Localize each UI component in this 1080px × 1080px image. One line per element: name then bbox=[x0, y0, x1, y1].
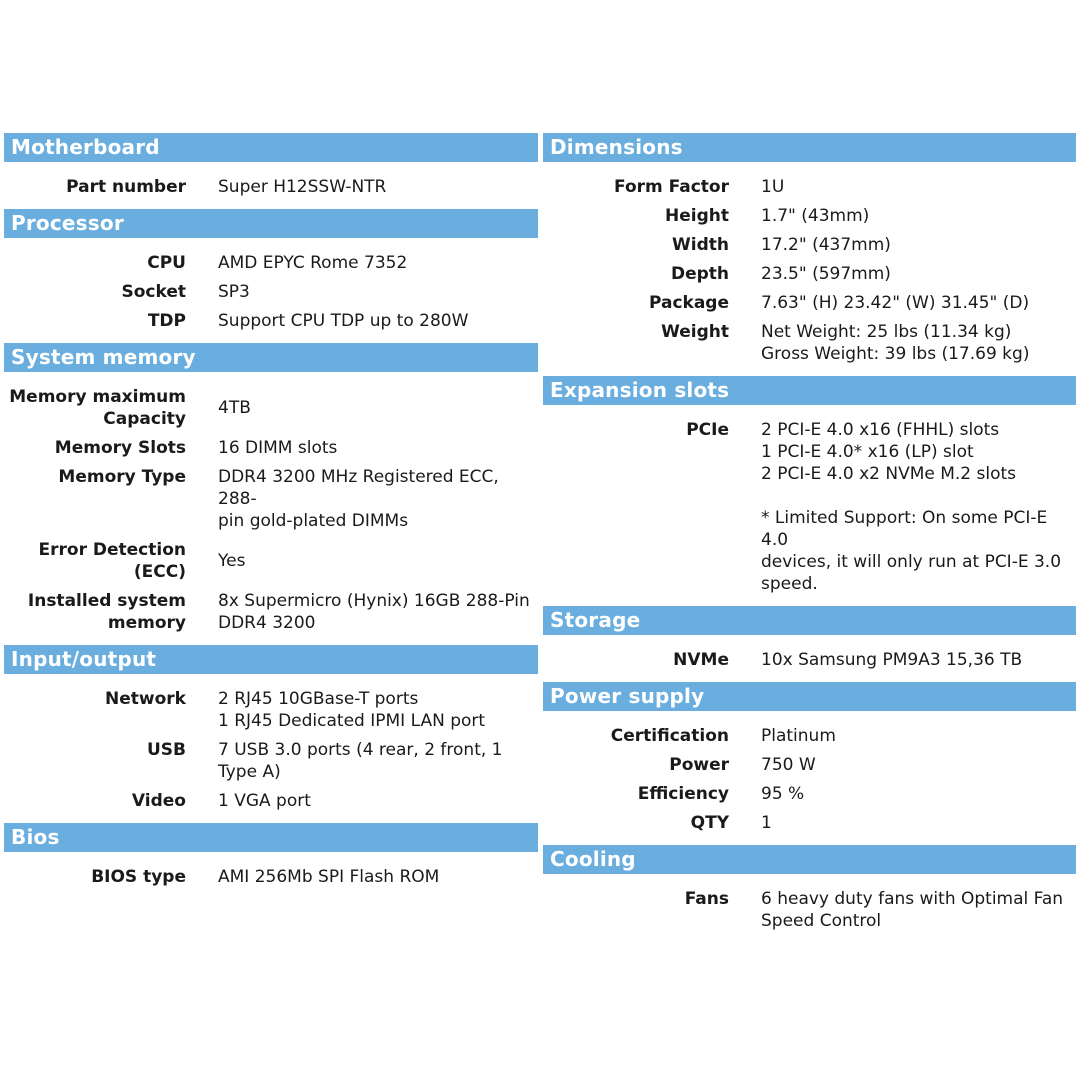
section-header-bios: Bios bbox=[4, 823, 538, 852]
section-header-processor: Processor bbox=[4, 209, 538, 238]
spec-label bbox=[4, 539, 218, 583]
spec-label: Height bbox=[665, 206, 729, 226]
section-dimensions bbox=[543, 162, 1076, 376]
spec-value: 95 % bbox=[761, 784, 805, 804]
section-header-system-memory: System memory bbox=[4, 343, 538, 372]
spec-label: Certification bbox=[610, 726, 729, 746]
spec-row-network bbox=[4, 688, 538, 732]
footnote-line: devices, it will only run at PCI-E 3.0 bbox=[761, 552, 1062, 572]
section-header-storage: Storage bbox=[543, 606, 1076, 635]
spec-value-line: Type A) bbox=[218, 762, 281, 782]
section-power-supply bbox=[543, 711, 1076, 845]
section-header-motherboard: Motherboard bbox=[4, 133, 538, 162]
spec-value-line: pin gold-plated DIMMs bbox=[218, 511, 409, 531]
spec-label: USB bbox=[146, 740, 186, 760]
spec-row-depth bbox=[543, 263, 1076, 285]
spec-value-line: 1 PCI-E 4.0* x16 (LP) slot bbox=[761, 442, 974, 462]
spec-value: Support CPU TDP up to 280W bbox=[218, 311, 469, 331]
section-header-cooling: Cooling bbox=[543, 845, 1076, 874]
spec-value: 10x Samsung PM9A3 15,36 TB bbox=[761, 650, 1023, 670]
spec-value-line: DDR4 3200 MHz Registered ECC, 288- bbox=[218, 467, 499, 509]
spec-value-line: DDR4 3200 bbox=[218, 613, 316, 633]
spec-value-line: 8x Supermicro (Hynix) 16GB 288-Pin bbox=[218, 591, 530, 611]
spec-value bbox=[761, 888, 1076, 932]
spec-value: AMD EPYC Rome 7352 bbox=[218, 253, 408, 273]
spec-value bbox=[218, 688, 538, 732]
spec-row-form-factor bbox=[543, 176, 1076, 198]
spec-row-video bbox=[4, 790, 538, 812]
section-header-power-supply: Power supply bbox=[543, 682, 1076, 711]
spec-value: 1 bbox=[761, 813, 772, 833]
spec-label: PCIe bbox=[686, 420, 729, 440]
spec-value: SP3 bbox=[218, 282, 250, 302]
spec-row-socket bbox=[4, 281, 538, 303]
spec-label: Part number bbox=[66, 177, 186, 197]
spec-value: Platinum bbox=[761, 726, 836, 746]
spec-value: 1U bbox=[761, 177, 785, 197]
section-storage bbox=[543, 635, 1076, 682]
spec-row-weight bbox=[543, 321, 1076, 365]
spec-label-line: (ECC) bbox=[133, 562, 186, 582]
spec-label bbox=[4, 386, 218, 430]
spec-value-line: 1 RJ45 Dedicated IPMI LAN port bbox=[218, 711, 486, 731]
footnote-line: speed. bbox=[761, 574, 818, 594]
spec-row-width bbox=[543, 234, 1076, 256]
section-input-output bbox=[4, 674, 538, 823]
spec-label: Memory Type bbox=[58, 467, 186, 487]
spec-label bbox=[4, 590, 218, 634]
spec-value-line: 2 RJ45 10GBase-T ports bbox=[218, 689, 419, 709]
spec-label: Efficiency bbox=[637, 784, 729, 804]
spec-row-efficiency bbox=[543, 783, 1076, 805]
spec-label-line: Installed system bbox=[27, 591, 186, 611]
spec-row-usb bbox=[4, 739, 538, 783]
spec-value-line: Speed Control bbox=[761, 911, 882, 931]
spec-label: Video bbox=[131, 791, 186, 811]
spec-value: 17.2" (437mm) bbox=[761, 235, 891, 255]
spec-row-height bbox=[543, 205, 1076, 227]
spec-value: 16 DIMM slots bbox=[218, 438, 338, 458]
section-header-input-output: Input/output bbox=[4, 645, 538, 674]
spec-value bbox=[761, 419, 1076, 595]
spec-label: Fans bbox=[684, 889, 729, 909]
spec-row-installed-memory bbox=[4, 590, 538, 634]
spec-row-memory-slots bbox=[4, 437, 538, 459]
spec-value: 750 W bbox=[761, 755, 816, 775]
spec-value: 7.63" (H) 23.42" (W) 31.45" (D) bbox=[761, 293, 1030, 313]
spec-label: Width bbox=[672, 235, 729, 255]
section-processor bbox=[4, 238, 538, 343]
spec-value bbox=[218, 466, 538, 532]
spec-row-tdp bbox=[4, 310, 538, 332]
left-column bbox=[4, 133, 538, 899]
spec-value bbox=[761, 321, 1076, 365]
section-motherboard bbox=[4, 162, 538, 209]
spec-label: Memory Slots bbox=[54, 438, 186, 458]
spec-value bbox=[218, 739, 538, 783]
spec-value-line: 7 USB 3.0 ports (4 rear, 2 front, 1 bbox=[218, 740, 503, 760]
spec-row-cpu bbox=[4, 252, 538, 274]
spec-label: QTY bbox=[690, 813, 729, 833]
spec-row-package bbox=[543, 292, 1076, 314]
spec-label-line: Error Detection bbox=[38, 540, 186, 560]
spec-row-pcie bbox=[543, 419, 1076, 595]
spec-value: Super H12SSW-NTR bbox=[218, 177, 387, 197]
spec-value-line: 2 PCI-E 4.0 x16 (FHHL) slots bbox=[761, 420, 1000, 440]
spec-label-line: Capacity bbox=[103, 409, 186, 429]
spec-label: Power bbox=[669, 755, 729, 775]
spec-value: 4TB bbox=[218, 398, 251, 418]
spec-row-memory-type bbox=[4, 466, 538, 532]
right-column bbox=[543, 133, 1076, 943]
spec-label: Network bbox=[105, 689, 186, 709]
spec-label: Socket bbox=[121, 282, 186, 302]
spec-row-fans bbox=[543, 888, 1076, 932]
spec-value-line: 2 PCI-E 4.0 x2 NVMe M.2 slots bbox=[761, 464, 1017, 484]
section-system-memory bbox=[4, 372, 538, 645]
section-bios bbox=[4, 852, 538, 899]
spec-label-line: memory bbox=[107, 613, 186, 633]
footnote-line: * Limited Support: On some PCI-E 4.0 bbox=[761, 508, 1048, 550]
spec-value: Yes bbox=[218, 551, 246, 571]
section-expansion-slots bbox=[543, 405, 1076, 606]
spec-label: Package bbox=[648, 293, 729, 313]
spec-label: TDP bbox=[147, 311, 186, 331]
spec-row-memory-capacity bbox=[4, 386, 538, 430]
spec-value-line: 6 heavy duty fans with Optimal Fan bbox=[761, 889, 1064, 909]
spec-row-power bbox=[543, 754, 1076, 776]
spec-row-certification bbox=[543, 725, 1076, 747]
spec-value: AMI 256Mb SPI Flash ROM bbox=[218, 867, 440, 887]
spec-row-bios-type bbox=[4, 866, 538, 888]
spec-row-error-detection bbox=[4, 539, 538, 583]
spec-value-line: Net Weight: 25 lbs (11.34 kg) bbox=[761, 322, 1012, 342]
spec-label: Form Factor bbox=[614, 177, 729, 197]
spec-row-nvme bbox=[543, 649, 1076, 671]
section-cooling bbox=[543, 874, 1076, 943]
spec-label: Weight bbox=[661, 322, 729, 342]
spacer bbox=[761, 485, 1076, 507]
spec-value: 1.7" (43mm) bbox=[761, 206, 870, 226]
spec-value bbox=[218, 590, 538, 634]
spec-row-part-number bbox=[4, 176, 538, 198]
spec-label-line: Memory maximum bbox=[9, 387, 186, 407]
spec-label: Depth bbox=[670, 264, 729, 284]
spec-value: 1 VGA port bbox=[218, 791, 311, 811]
section-header-dimensions: Dimensions bbox=[543, 133, 1076, 162]
spec-label: CPU bbox=[147, 253, 186, 273]
spec-value-line: Gross Weight: 39 lbs (17.69 kg) bbox=[761, 344, 1030, 364]
spec-row-qty bbox=[543, 812, 1076, 834]
spec-label: BIOS type bbox=[91, 867, 186, 887]
spec-value: 23.5" (597mm) bbox=[761, 264, 891, 284]
spec-label: NVMe bbox=[673, 650, 729, 670]
section-header-expansion-slots: Expansion slots bbox=[543, 376, 1076, 405]
